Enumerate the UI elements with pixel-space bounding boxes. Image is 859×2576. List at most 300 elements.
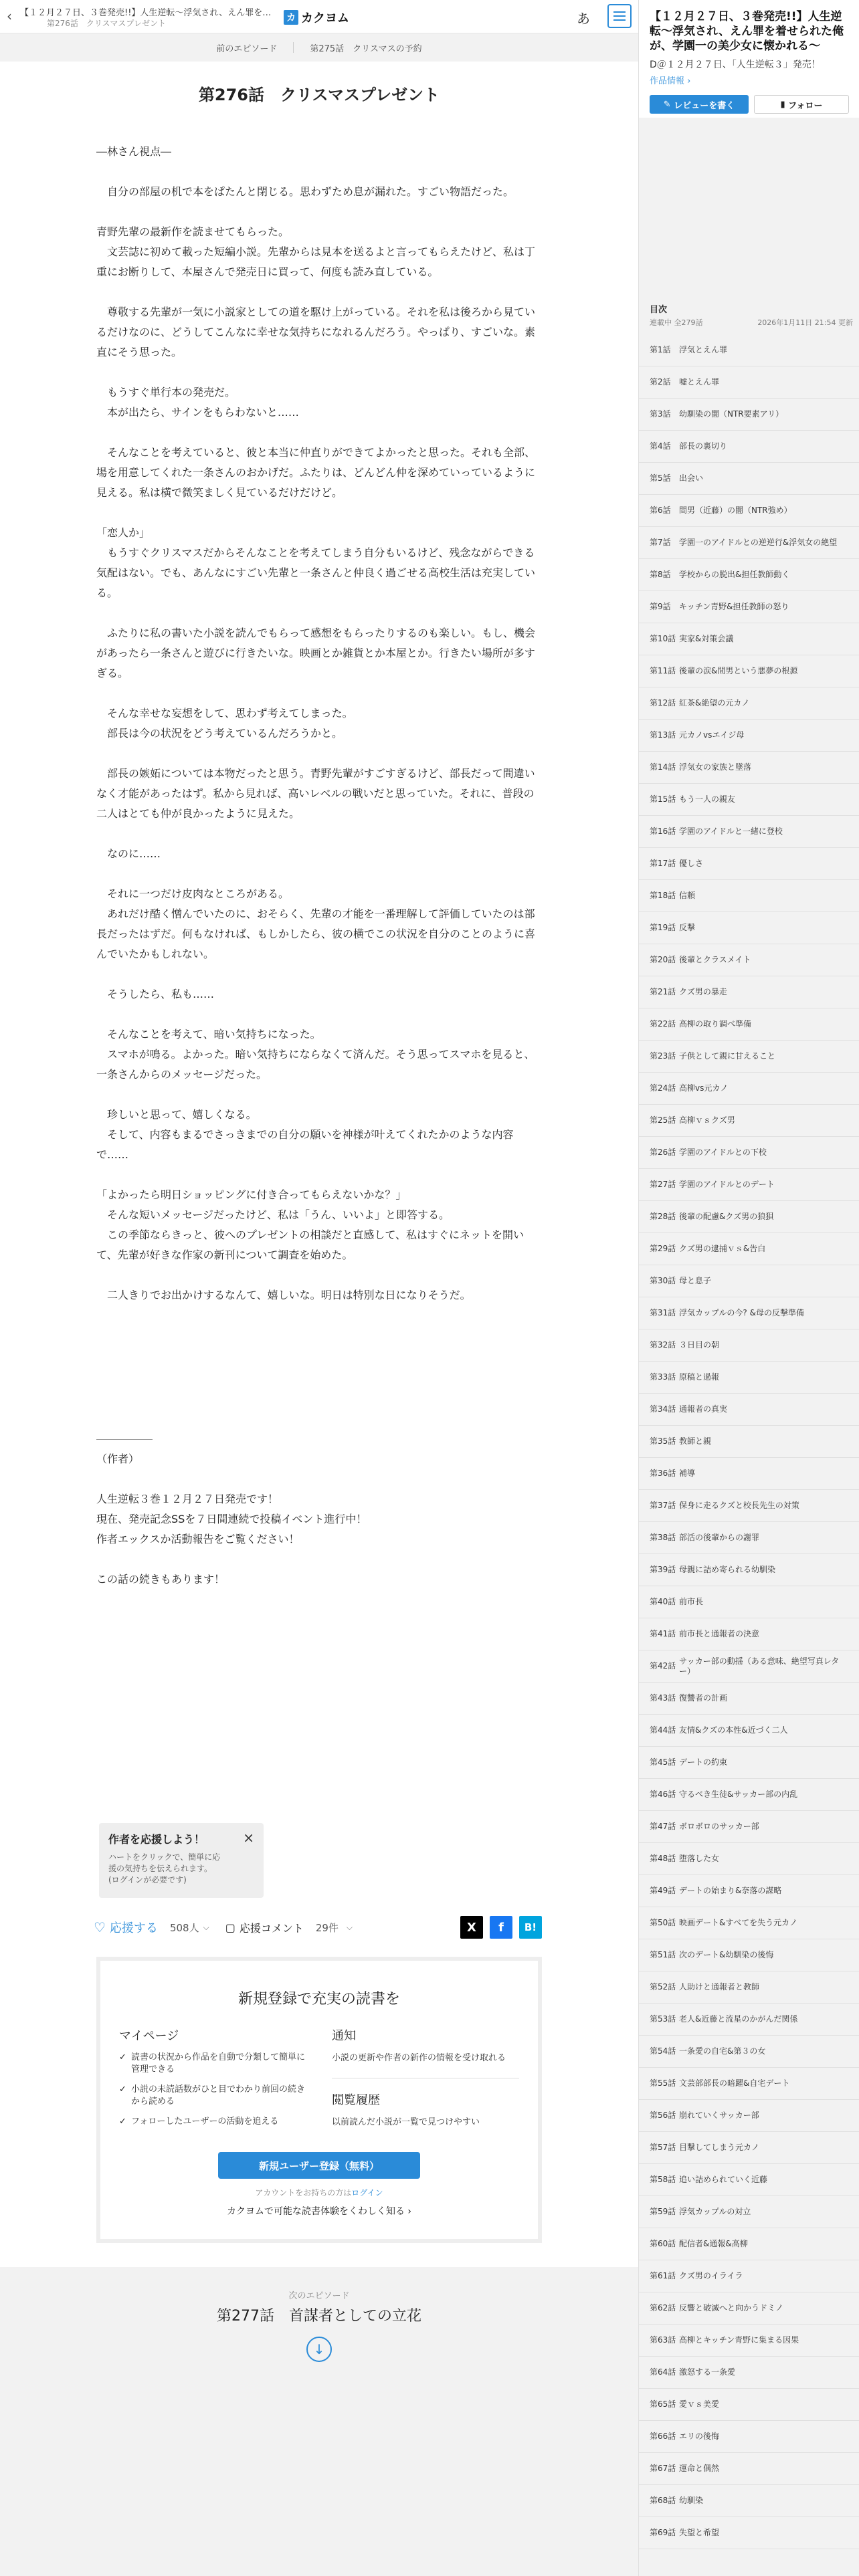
comment-icon: ▢	[225, 1921, 235, 1934]
toc-item-number: 第54話	[650, 2046, 676, 2056]
toc-item-title: 教師と親	[679, 1436, 712, 1446]
history-title: 閲覧履歴	[332, 2093, 380, 2107]
toc-item-number: 第47話	[650, 1822, 676, 1831]
kakuyomu-logo[interactable]	[284, 9, 349, 26]
logo-mark-icon: カ	[284, 10, 298, 25]
mypage-feature: ✓ 小説の未読話数がひと目でわかり前回の続きから読める	[119, 2084, 313, 2108]
body-paragraph	[96, 1004, 542, 1025]
toc-item-title: デートの始まり&奈落の謀略	[679, 1886, 782, 1895]
toc-item[interactable]	[639, 495, 859, 527]
toc-item[interactable]	[639, 1747, 859, 1779]
signup-button[interactable]: 新規ユーザー登録（無料）	[218, 2152, 420, 2179]
toc-item-number: 第21話	[650, 987, 676, 996]
toc-item[interactable]	[639, 1073, 859, 1105]
body-paragraph: もうすぐ単行本の発売だ。	[96, 386, 236, 399]
toc-item-title: 浮気カップルの今? &母の反撃準備	[679, 1308, 804, 1317]
toc-item[interactable]	[639, 1939, 859, 1971]
learn-more-link[interactable]: カクヨムで可能な読書体験をくわしく知る ›	[226, 2206, 412, 2217]
toc-status: 連載中 全279話	[650, 318, 703, 327]
toc-item-number: 第58話	[650, 2175, 676, 2184]
toc-item-number: 第42話	[650, 1661, 676, 1671]
font-setting-button[interactable]: あ	[577, 11, 590, 27]
toc-item[interactable]	[639, 752, 859, 784]
toc-item[interactable]	[639, 784, 859, 816]
toc-item-title: 文芸部部長の暗躍&自宅デート	[679, 2078, 790, 2088]
chevron-down-icon[interactable]: ⌵	[203, 1922, 209, 1932]
toc-item-title: クズ男のイライラ	[679, 2271, 743, 2280]
afterword-line: 人生逆転３巻１２月２７日発売です！	[96, 1493, 279, 1505]
toc-updated: 2026年1月11日 21:54 更新	[757, 318, 853, 327]
body-paragraph: 部長の嫉妬については本物だったと思う。青野先輩がすごすぎるけど、部長だって間違いなく才能があったはず。私から見れば、高いレベルの戦いだと思っていた。それに、普段の二人はとても仲が良かったように見えた。	[96, 767, 535, 820]
toc-item[interactable]	[639, 2292, 859, 2325]
body-paragraph	[96, 1085, 542, 1105]
afterword-line: 作者エックスか活動報告をご覧ください！	[96, 1533, 300, 1545]
toc-item-title: 激怒する一条愛	[679, 2367, 736, 2377]
toc-item-number: 第10話	[650, 634, 676, 643]
logo-text: カクヨム	[301, 11, 349, 25]
toc-item-title: 信頼	[679, 891, 696, 900]
toc-item-number: 第23話	[650, 1051, 676, 1061]
toc-item[interactable]	[639, 1137, 859, 1169]
follow-label: フォロー	[788, 100, 823, 111]
toc-item[interactable]	[639, 1650, 859, 1683]
login-link[interactable]: ログイン	[351, 2188, 383, 2197]
toc-item-number: 第56話	[650, 2111, 676, 2120]
toc-item-number: 第14話	[650, 762, 676, 772]
toc-item-title: 堕落した女	[679, 1854, 720, 1863]
toc-item-number: 第57話	[650, 2143, 676, 2152]
toc-title: 目次	[650, 305, 668, 315]
work-title[interactable]: 【１２月２７日、３巻発売!!】人生逆転〜浮気され、えん罪を…	[20, 8, 272, 18]
toc-item[interactable]	[639, 2485, 859, 2517]
toc-item[interactable]	[639, 1490, 859, 1522]
toc-item[interactable]	[639, 623, 859, 655]
toc-item-title: 幼馴染	[679, 2496, 704, 2505]
toc-item[interactable]	[639, 1233, 859, 1265]
toc-item-number: 第28話	[650, 1212, 676, 1221]
toc-item-number: 第44話	[650, 1725, 676, 1735]
menu-line-icon	[613, 11, 626, 13]
body-paragraph	[96, 1265, 542, 1285]
arrow-down-icon[interactable]: ↓	[306, 2337, 332, 2362]
toc-item-number: 第39話	[650, 1565, 676, 1574]
toc-item-title: 高柳vs元カノ	[679, 1083, 729, 1093]
toc-item[interactable]	[639, 1586, 859, 1618]
toc-item-number: 第26話	[650, 1148, 676, 1157]
body-paragraph	[96, 864, 542, 884]
toc-item-title: 一条愛の自宅&第３の女	[679, 2046, 766, 2056]
afterword-line	[96, 1549, 542, 1570]
toc-item-title: 後輩の配慮&クズ男の狼狽	[679, 1212, 774, 1221]
toc-item[interactable]	[639, 1458, 859, 1490]
toc-item[interactable]	[639, 366, 859, 399]
toc-item-title: 出会い	[679, 473, 704, 483]
support-popup-text: ハートをクリックで、簡単に応援の気持ちを伝えられます。(ログインが必要です)	[108, 1852, 221, 1885]
heart-count[interactable]: 508人	[169, 1921, 199, 1934]
afterword-divider	[96, 1439, 153, 1440]
toc-item[interactable]	[639, 1811, 859, 1843]
toc-item-title: 友情&クズの本性&近づく二人	[679, 1725, 788, 1735]
sidebar-work-title[interactable]: 【１２月２７日、３巻発売!!】人生逆転〜浮気され、えん罪を着せられた俺が、学園一の美少女に懐かれる〜	[650, 10, 844, 53]
toc-item-title: 子供として親に甘えること	[679, 1051, 776, 1061]
body-paragraph: それに一つだけ皮肉なところがある。	[96, 887, 290, 900]
toc-item[interactable]	[639, 1875, 859, 1907]
toc-item-number: 第52話	[650, 1982, 676, 1992]
toc-item[interactable]	[639, 1715, 859, 1747]
toc-item[interactable]	[639, 1329, 859, 1362]
toc-item-number: 第46話	[650, 1790, 676, 1799]
toc-item[interactable]	[639, 944, 859, 976]
heart-label: 応援する	[109, 1921, 158, 1935]
toc-item-title: デートの約束	[679, 1757, 728, 1767]
toc-item-number: 第50話	[650, 1918, 676, 1927]
toc-item-title: 優しさ	[679, 859, 704, 868]
sidebar	[638, 0, 859, 2576]
toc-item[interactable]	[639, 1779, 859, 1811]
toc-item-title: 反響と破滅へと向かうドミノ	[679, 2303, 784, 2313]
toc-item-title: エリの後悔	[679, 2432, 720, 2441]
share-buttons	[460, 1916, 542, 1939]
toc-item[interactable]	[639, 1522, 859, 1554]
body-paragraph	[96, 423, 542, 443]
afterword-line: 現在、発売記念SSを７日間連続で投稿イベント進行中！	[96, 1513, 367, 1525]
current-episode-link[interactable]: 第275話 クリスマスの予約	[310, 43, 422, 54]
body-paragraph	[96, 603, 542, 623]
toc-meta	[650, 317, 853, 328]
comment-label: 応援コメント	[239, 1921, 304, 1935]
toc-item-title: 保身に走るクズと校長先生の対策	[679, 1501, 799, 1510]
toc-item[interactable]	[639, 2421, 859, 2453]
login-prefix: アカウントをお持ちの方は	[255, 2188, 352, 2197]
toc-item-title: サッカー部の動揺（ある意味、絶望写真レター）	[679, 1656, 840, 1676]
toc-item-title: 浮気カップルの対立	[679, 2207, 751, 2216]
toc-item-number: 第66話	[650, 2432, 676, 2441]
toc-item-number: 第30話	[650, 1276, 676, 1285]
toc-item[interactable]	[639, 2132, 859, 2164]
toc-item-number: 第67話	[650, 2464, 676, 2473]
toc-item-title: ３日目の朝	[679, 1340, 720, 1350]
toc-item-title: 母と息子	[679, 1276, 712, 1285]
toc-item[interactable]	[639, 591, 859, 623]
history-desc: 以前読んだ小説が一覧で見つけやすい	[332, 2117, 480, 2127]
toc-item-title: クズ男の逮捕ｖｓ&告白	[679, 1244, 766, 1253]
toc-item[interactable]	[639, 2357, 859, 2389]
toc-item-number: 第8話	[650, 570, 671, 579]
body-paragraph: ―林さん視点―	[96, 145, 172, 158]
toc-item-number: 第33話	[650, 1372, 676, 1382]
toc-item-title: 配信者&通報&高柳	[679, 2239, 748, 2248]
episode-subtitle: 第276話 クリスマスプレゼント	[47, 19, 166, 28]
toc-item-number: 第16話	[650, 827, 676, 836]
top-bar	[0, 0, 638, 33]
body-paragraph: もうすぐクリスマスだからそんなことを考えてしまう自分もいるけど、残念ながらできる気配はない。でも、あんなにすごい先輩と一条さんと仲良く過ごせる高校生活は充実している。	[96, 546, 536, 599]
toc-item-number: 第34話	[650, 1404, 676, 1414]
mypage-feature: ✓ 読書の状況から作品を自動で分類して簡単に管理できる	[119, 2052, 313, 2076]
toc-item-number: 第36話	[650, 1469, 676, 1478]
toc-item[interactable]	[639, 2228, 859, 2260]
toc-item[interactable]	[639, 687, 859, 720]
toc-item-title: 前市長と通報者の決意	[679, 1629, 760, 1638]
toc-item[interactable]	[639, 527, 859, 559]
toc-item-title: 実家&対策会議	[679, 634, 734, 643]
toc-item[interactable]	[639, 559, 859, 591]
body-paragraph	[96, 503, 542, 523]
toc-item[interactable]	[639, 1394, 859, 1426]
body-paragraph: そんな幸せな妄想をして、思わず考えてしまった。	[96, 707, 353, 720]
toc-item-title: 学校からの脱出&担任教師動く	[679, 570, 790, 579]
toc-item-number: 第20話	[650, 955, 676, 964]
toc-item-number: 第6話	[650, 506, 671, 515]
toc-item-number: 第17話	[650, 859, 676, 868]
toc-item[interactable]	[639, 463, 859, 495]
toc-item-number: 第7話	[650, 538, 671, 547]
toc-item-title: 守るべき生徒&サッカー部の内乱	[679, 1790, 798, 1799]
toc-item[interactable]	[639, 1426, 859, 1458]
mypage-column	[119, 2026, 320, 2136]
comment-count: 29件	[315, 1921, 339, 1934]
body-paragraph: 本が出たら、サインをもらわないと……	[96, 406, 299, 419]
sidebar-header	[639, 0, 859, 118]
prev-episode-link[interactable]: 前のエピソード	[216, 43, 278, 54]
comment-button[interactable]	[225, 1920, 353, 1935]
toc-item[interactable]	[639, 1362, 859, 1394]
toc-item[interactable]	[639, 2196, 859, 2228]
toc-item-title: ボロボロのサッカー部	[679, 1822, 759, 1831]
body-paragraph: そんなことを考えて、暗い気持ちになった。	[96, 1028, 321, 1041]
bookmark-icon: ▮	[780, 99, 789, 110]
afterword	[96, 1439, 542, 1590]
pen-icon: ✎	[663, 99, 674, 110]
toc-item-number: 第19話	[650, 923, 676, 932]
toc-item-number: 第53話	[650, 2014, 676, 2024]
toc-item-title: 前市長	[679, 1597, 704, 1606]
toc-item-title: 間男（近藤）の闇（NTR強め）	[679, 506, 792, 515]
support-row	[94, 1914, 542, 1941]
toc-item-title: 次のデート&幼馴染の後悔	[679, 1950, 774, 1959]
toc-item-number: 第37話	[650, 1501, 676, 1510]
toc-item-number: 第55話	[650, 2078, 676, 2088]
toc-item[interactable]	[639, 1554, 859, 1586]
toc-item-number: 第65話	[650, 2399, 676, 2409]
toc-menu-button[interactable]	[607, 4, 632, 28]
toc-item[interactable]	[639, 431, 859, 463]
toc-item-title: 元カノvsエイジ母	[679, 730, 745, 740]
toc-item-number: 第12話	[650, 698, 676, 708]
close-icon[interactable]: ×	[243, 1830, 254, 1846]
toc-item[interactable]	[639, 2453, 859, 2485]
toc-item-number: 第11話	[650, 666, 676, 675]
body-paragraph: スマホが鳴る。よかった。暗い気持ちにならなくて済んだ。そう思ってスマホを見ると、一条さんからのメッセージだった。	[96, 1048, 535, 1081]
toc-item[interactable]	[639, 2389, 859, 2421]
toc-item-title: 反撃	[679, 923, 696, 932]
toc-item[interactable]	[639, 1008, 859, 1041]
notice-column	[332, 2026, 519, 2142]
toc-item[interactable]	[639, 2164, 859, 2196]
toc-item-number: 第59話	[650, 2207, 676, 2216]
toc-item-title: クズ男の暴走	[679, 987, 727, 996]
mypage-feature: ✓ フォローしたユーザーの活動を追える	[119, 2116, 313, 2128]
body-paragraph: なのに……	[96, 847, 161, 860]
body-paragraph: 文芸誌に初めて載った短編小説。先輩からは見本を送るよと言ってもらえたけど、私は丁重にお断りして、本屋さんで発売日に買って、何度も読み直している。	[96, 245, 536, 278]
hatena-bookmark-icon[interactable]: B!	[519, 1916, 542, 1939]
toc-item-number: 第48話	[650, 1854, 676, 1863]
toc-item-number: 第18話	[650, 891, 676, 900]
toc-item-title: 失望と希望	[679, 2528, 720, 2537]
toc-item-number: 第3話	[650, 409, 671, 419]
toc-item-title: 補導	[679, 1469, 696, 1478]
body-paragraph: そんなことを考えていると、彼と本当に仲直りができてよかったと思った。それも全部、場を用意してくれた一条さんのおかげだ。ふたりは、どんどん仲を深めていっているように見える。私は横で微笑ましく見ているだけだけど。	[96, 446, 536, 499]
toc-item-number: 第27話	[650, 1180, 676, 1189]
heart-button[interactable]	[94, 1919, 158, 1936]
toc-item-title: 学園一のアイドルとの逆逆行&浮気女の絶望	[679, 538, 838, 547]
work-info-link[interactable]: 作品情報 ›	[650, 76, 691, 86]
login-prompt	[100, 2187, 538, 2198]
toc-item-title: 浮気女の家族と墜落	[679, 762, 752, 772]
toc-item[interactable]	[639, 399, 859, 431]
facebook-share-icon[interactable]: f	[490, 1916, 512, 1939]
toc-item-title: 紅茶&絶望の元カノ	[679, 698, 750, 708]
toc-item-title: 嘘とえん罪	[679, 377, 720, 387]
toc-item-number: 第5話	[650, 473, 671, 483]
toc-item[interactable]	[639, 1297, 859, 1329]
back-icon[interactable]: ‹	[7, 8, 12, 24]
body-paragraph: 「恋人か」	[96, 526, 151, 539]
toc-item-title: 学園のアイドルと一緒に登校	[679, 827, 783, 836]
toc-item[interactable]	[639, 2100, 859, 2132]
toc-item[interactable]	[639, 976, 859, 1008]
toc-item-title: 目撃してしまう元カノ	[679, 2143, 760, 2152]
toc-item[interactable]	[639, 848, 859, 880]
toc-item-number: 第45話	[650, 1757, 676, 1767]
toc-item[interactable]	[639, 2036, 859, 2068]
toc-item[interactable]	[639, 334, 859, 366]
review-label: レビューを書く	[674, 100, 735, 111]
afterword-line: この話の続きもあります！	[96, 1573, 225, 1586]
body-paragraph: この季節ならきっと、彼へのプレゼントの相談だと直感して、私はすぐにネットを開いて、先輩が好きな作家の新刊について調査を始めた。	[96, 1228, 524, 1261]
notice-desc: 小説の更新や作者の新作の情報を受け取れる	[332, 2053, 506, 2063]
toc-item[interactable]	[639, 1105, 859, 1137]
toc-item[interactable]	[639, 1169, 859, 1201]
body-paragraph	[96, 362, 542, 383]
next-episode-title[interactable]: 第277話 首謀者としての立花	[217, 2308, 421, 2325]
toc-item-number: 第24話	[650, 1083, 676, 1093]
body-paragraph: 尊敬する先輩が一気に小説家としての道を駆け上がっている。それを私は後ろから見ているだけなのに、どうしてこんなに幸せな気持ちになれるんだろう。やっぱり、すごいな。素直にそう思った。	[96, 306, 536, 358]
toc-item-title: 高柳の取り調べ準備	[679, 1019, 752, 1029]
toc-item-number: 第68話	[650, 2496, 676, 2505]
toc-item-number: 第1話	[650, 345, 671, 354]
toc-item[interactable]	[639, 816, 859, 848]
toc-item-title: 学園のアイドルとの下校	[679, 1148, 767, 1157]
toc-item[interactable]	[639, 655, 859, 687]
toc-item[interactable]	[639, 720, 859, 752]
episode-nav	[0, 33, 638, 62]
body-paragraph	[96, 202, 542, 222]
toc-item-title: 崩れていくサッカー部	[679, 2111, 759, 2120]
toc-item-number: 第61話	[650, 2271, 676, 2280]
x-share-icon[interactable]: X	[460, 1916, 483, 1939]
body-paragraph: 珍しいと思って、嬉しくなる。	[96, 1108, 257, 1121]
toc-item[interactable]	[639, 2068, 859, 2100]
mypage-title: マイページ	[119, 2029, 179, 2043]
toc-item[interactable]	[639, 1683, 859, 1715]
toc-item-number: 第29話	[650, 1244, 676, 1253]
toc-item-title: 部長の裏切り	[679, 441, 728, 451]
body-paragraph: 部長は今の状況をどう考えているんだろうかと。	[96, 727, 343, 740]
body-paragraph: 「よかったら明日ショッピングに付き合ってもらえないかな？」	[96, 1188, 407, 1201]
next-episode	[0, 2267, 638, 2576]
body-paragraph	[96, 1165, 542, 1185]
toc-item[interactable]	[639, 1843, 859, 1875]
toc-item-title: 老人&近藤と流星のかがんだ関係	[679, 2014, 798, 2024]
toc-item-title: もう一人の親友	[679, 794, 736, 804]
sidebar-author[interactable]: D＠１２月２７日、「人生逆転３」発売！	[650, 60, 821, 70]
body-paragraph: そうしたら、私も……	[96, 988, 215, 1000]
body-paragraph: 二人きりでお出かけするなんて、嬉しいな。明日は特別な日になりそうだ。	[96, 1289, 471, 1301]
menu-line-icon	[613, 15, 626, 17]
toc-item[interactable]	[639, 1907, 859, 1939]
toc-item[interactable]	[639, 2004, 859, 2036]
toc-item-number: 第49話	[650, 1886, 676, 1895]
toc-item[interactable]	[639, 1618, 859, 1650]
toc-item-title: 幼馴染の闇（NTR要素アリ）	[679, 409, 784, 419]
notice-title: 通知	[332, 2029, 356, 2043]
toc-item-title: 復讐者の計画	[679, 1693, 728, 1703]
toc-item[interactable]	[639, 2260, 859, 2292]
write-review-button[interactable]	[650, 95, 749, 114]
toc-item[interactable]	[639, 1201, 859, 1233]
toc-item[interactable]	[639, 912, 859, 944]
nav-divider	[293, 42, 294, 53]
body-paragraph	[96, 162, 542, 182]
body-paragraph: そんな短いメッセージだったけど、私は「うん、いいよ」と即答する。	[96, 1208, 450, 1221]
body-paragraph: そして、内容もまるでさっきまでの自分の願いを神様が叶えてくれたかのような内容で……	[96, 1128, 514, 1161]
toc-item-number: 第64話	[650, 2367, 676, 2377]
toc-item[interactable]	[639, 1041, 859, 1073]
afterword-lines	[96, 1489, 542, 1590]
toc-item-number: 第40話	[650, 1597, 676, 1606]
toc-item-title: 高柳ｖｓクズ男	[679, 1115, 735, 1125]
toc-item-number: 第32話	[650, 1340, 676, 1350]
toc-list	[639, 334, 859, 2549]
body-paragraph: 青野先輩の最新作を読ませてもらった。	[96, 225, 290, 238]
follow-button[interactable]	[754, 95, 849, 114]
toc-item-number: 第4話	[650, 441, 671, 451]
toc-item[interactable]	[639, 2325, 859, 2357]
toc-item[interactable]	[639, 2517, 859, 2549]
registration-box	[96, 1957, 542, 2243]
next-episode-label: 次のエピソード	[288, 2291, 350, 2301]
toc-item[interactable]	[639, 1265, 859, 1297]
toc-item-title: キッチン青野&担任教師の怒り	[679, 602, 789, 611]
afterword-label: （作者）	[96, 1453, 140, 1465]
toc-item-number: 第62話	[650, 2303, 676, 2313]
toc-item-title: 部活の後輩からの謝罪	[679, 1533, 760, 1542]
toc-item-number: 第38話	[650, 1533, 676, 1542]
body-paragraph: 自分の部屋の机で本をぱたんと閉じる。思わずため息が漏れた。すごい物語だった。	[96, 185, 514, 198]
toc-item-number: 第2話	[650, 377, 671, 387]
body-paragraph	[96, 744, 542, 764]
toc-item-number: 第13話	[650, 730, 676, 740]
toc-item-number: 第9話	[650, 602, 671, 611]
body-paragraph: あれだけ酷く憎んでいたのに、おそらく、先輩の才能を一番理解して評価していたのは部長だったはずだ。何もなければ、もしかしたら、彼の横でこの状況を自分のことのように喜んでいたかもしれない。	[96, 907, 536, 960]
support-popup	[99, 1823, 264, 1898]
toc-item[interactable]	[639, 1971, 859, 2004]
toc-item[interactable]	[639, 880, 859, 912]
toc-item-title: 運命と偶然	[679, 2464, 720, 2473]
toc-item-title: 人助けと通報者と教師	[679, 1982, 760, 1992]
toc-item-title: 愛ｖｓ美愛	[679, 2399, 720, 2409]
toc-item-title: 母親に詰め寄られる幼馴染	[679, 1565, 776, 1574]
